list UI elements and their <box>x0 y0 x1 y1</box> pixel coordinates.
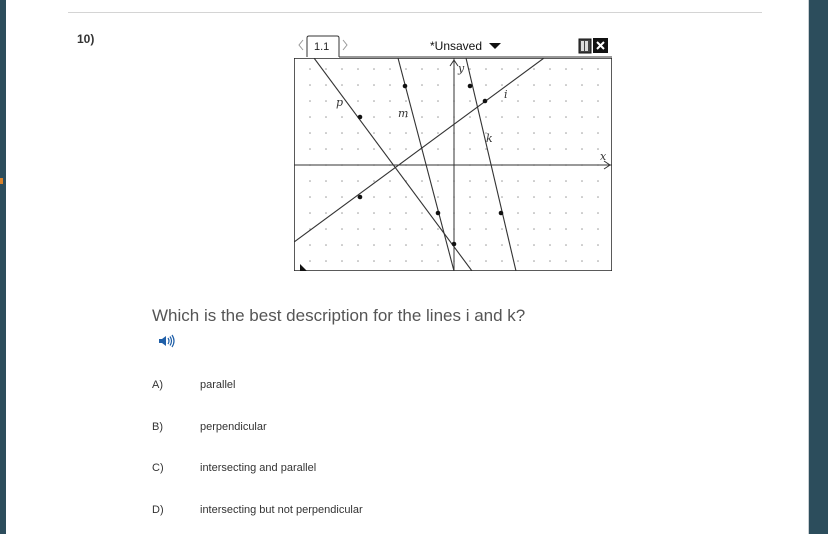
choice-b[interactable] <box>152 419 552 439</box>
choice-text: parallel <box>200 379 236 391</box>
choice-letter: C) <box>152 462 164 474</box>
chevron-right-icon <box>343 40 347 50</box>
choice-c[interactable] <box>152 460 552 480</box>
point-i-upper <box>483 99 488 104</box>
choice-d[interactable] <box>152 502 552 522</box>
choice-letter: D) <box>152 504 164 516</box>
question-prompt: Which is the best description for the lines i and k? <box>152 306 526 325</box>
choice-a[interactable] <box>152 377 552 397</box>
choice-text: intersecting but not perpendicular <box>200 504 363 516</box>
label-m: m <box>398 107 409 120</box>
point-p <box>358 115 363 120</box>
left-edge-marker <box>0 178 3 184</box>
battery-icon <box>579 39 591 53</box>
point-m-lower <box>436 211 441 216</box>
point-k-lower <box>499 211 504 216</box>
calculator-screenshot <box>294 34 612 271</box>
calculator-tab-label: 1.1 <box>314 41 330 53</box>
choice-letter: B) <box>152 421 163 433</box>
point-i-lower <box>358 195 363 200</box>
right-edge <box>808 0 828 534</box>
x-axis-label: x <box>600 150 607 163</box>
close-icon <box>593 38 608 53</box>
graph-screen <box>294 58 612 271</box>
point-k-upper <box>468 84 473 89</box>
chevron-left-icon <box>299 40 303 50</box>
caret-down-icon <box>489 43 501 49</box>
choice-text: perpendicular <box>200 421 267 433</box>
y-axis-label: y <box>458 62 465 75</box>
speaker-icon[interactable] <box>157 333 177 349</box>
label-i: i <box>504 88 508 101</box>
top-divider <box>68 12 762 13</box>
calculator-tab <box>307 36 339 57</box>
question-number: 10) <box>77 32 95 46</box>
choice-letter: A) <box>152 379 163 391</box>
question-page <box>6 0 809 534</box>
choice-text: intersecting and parallel <box>200 462 317 474</box>
calculator-document-title: *Unsaved <box>430 39 483 53</box>
label-p: p <box>336 96 344 109</box>
point-p-lower <box>452 242 457 247</box>
point-m-upper <box>403 84 408 89</box>
calculator-toolbar <box>294 34 612 58</box>
label-k: k <box>486 132 493 145</box>
